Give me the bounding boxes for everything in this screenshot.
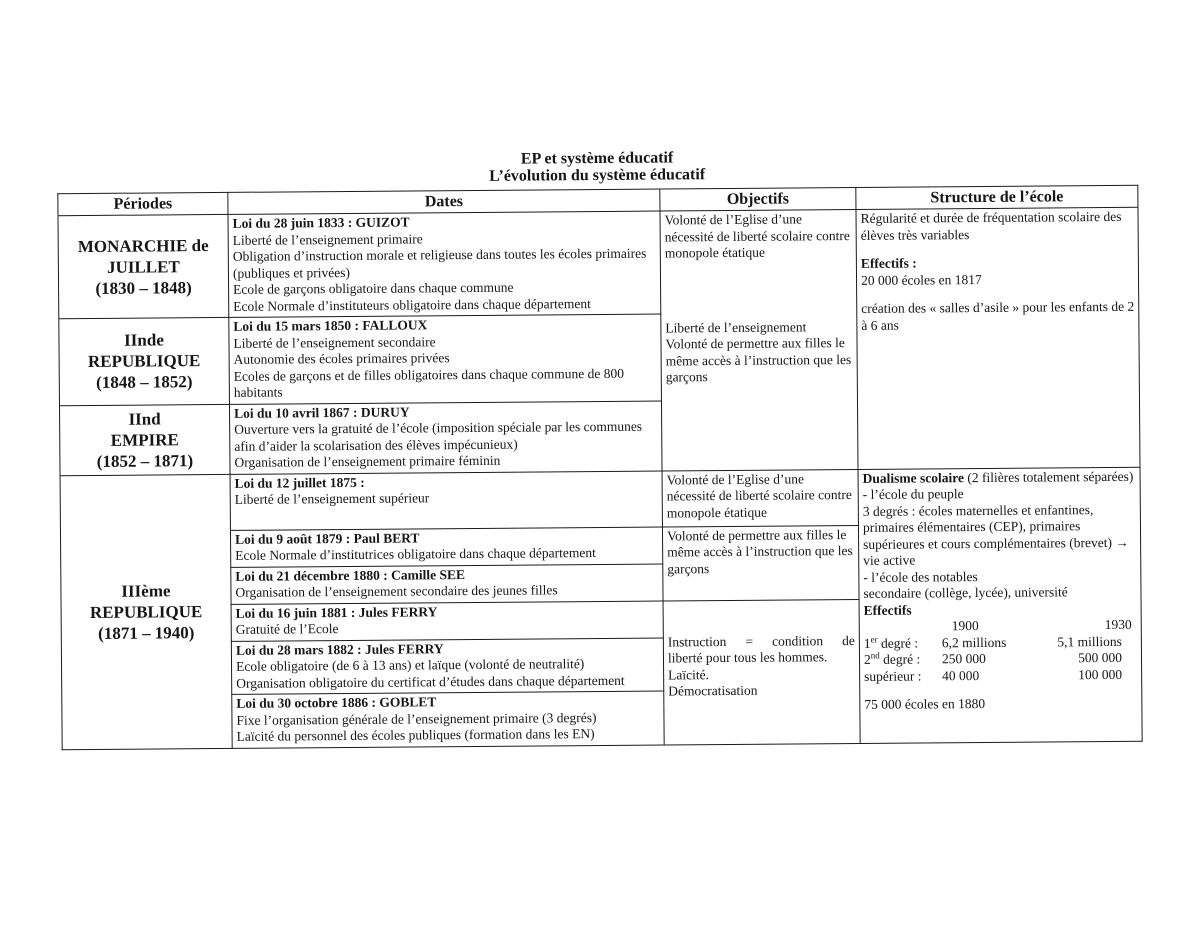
law-falloux: Loi du 15 mars 1850 : FALLOUX Liberté de l’enseignement secondaire Autonomie des écoles primaires privées Ecoles de garçons et de filles obligatoires dans chaque commune de 800 habitants xyxy=(229,314,662,404)
header-periods: Périodes xyxy=(58,192,228,215)
table-row xyxy=(58,207,1139,318)
law-guizot: Loi du 28 juin 1833 : GUIZOT Liberté de l’enseignement primaire Obligation d’instruction morale et religieuse dans toutes les écoles primaires (publiques et privées) Ecole de garçons obligatoire dans chaque commune Ecole Normale d’instituteurs obligatoire dans chaque département xyxy=(228,211,661,317)
law-duruy: Loi du 10 avril 1867 : DURUY Ouverture vers la gratuité de l’école (imposition spéciale par les communes afin d’aider la scolarisation des élèves impécunieux) Organisation de l’enseignement primaire féminin xyxy=(229,401,662,474)
law-title: Loi du 15 mars 1850 : FALLOUX xyxy=(233,317,428,334)
period-iinde-republique: IInde REPUBLIQUE (1848 – 1852) xyxy=(59,317,230,405)
law-ferry-1881: Loi du 16 juin 1881 : Jules FERRY Gratuité de l’Ecole xyxy=(231,600,663,640)
effectifs-row: supérieur : 40 000 100 000 xyxy=(864,666,1123,684)
law-title: Loi du 28 mars 1882 : Jules FERRY xyxy=(235,640,444,658)
law-title: Loi du 9 août 1879 : Paul BERT xyxy=(234,529,420,547)
effectifs-row: 2nd degré : 250 000 500 000 xyxy=(863,649,1123,667)
law-ferry-1882: Loi du 28 mars 1882 : Jules FERRY Ecole obligatoire (de 6 à 13 ans) et laïque (volonté de neutralité) Organisation obligatoire du certificat d’études dans chaque département xyxy=(231,637,663,694)
effectifs-years: 1900 1930 xyxy=(951,616,1132,634)
law-paul-bert: Loi du 9 août 1879 : Paul BERT Ecole Normale d’institutrices obligatoire dans chaque département xyxy=(230,526,662,566)
header-structure: Structure de l’école xyxy=(856,185,1138,209)
law-title: Loi du 12 juillet 1875 : xyxy=(234,474,365,491)
period-monarchie: MONARCHIE de JUILLET (1830 – 1848) xyxy=(58,214,229,318)
structure-block-1: Régularité et durée de fréquentation scolaire des élèves très variables Effectifs : 20 000 écoles en 1817 création des « salles d’asile » pour les enfants de 2 à 6 ans xyxy=(856,207,1140,469)
table-row xyxy=(60,467,1140,531)
evolution-table xyxy=(57,185,1142,750)
law-title: Loi du 30 octobre 1886 : GOBLET xyxy=(236,694,437,711)
document-subtitle: L’évolution du système éducatif xyxy=(489,166,706,185)
period-iind-empire: IInd EMPIRE (1852 – 1871) xyxy=(59,404,230,475)
document-sheet xyxy=(57,146,1142,750)
law-title: Loi du 16 juin 1881 : Jules FERRY xyxy=(235,603,438,621)
document-titles xyxy=(57,146,1137,188)
law-1875: Loi du 12 juillet 1875 : Liberté de l’enseignement supérieur xyxy=(230,470,662,529)
objectifs-block-3: Volonté de permettre aux filles le même accès à l’instruction que les garçons xyxy=(662,525,859,601)
header-objectifs: Objectifs xyxy=(660,187,856,211)
law-goblet: Loi du 30 octobre 1886 : GOBLET Fixe l’organisation générale de l’enseignement primaire (3 degrés) Laïcité du personnel des écoles publiques (formation dans les EN) xyxy=(232,691,664,748)
header-dates: Dates xyxy=(228,189,660,214)
objectifs-block-2: Volonté de l’Eglise d’une nécessité de liberté scolaire contre monopole étatique xyxy=(662,469,858,527)
law-title: Loi du 10 avril 1867 : DURUY xyxy=(233,403,410,421)
objectifs-block-4: Instruction = condition de liberté pour tous les hommes. Laïcité. Démocratisation xyxy=(663,599,860,745)
law-camille-see: Loi du 21 décembre 1880 : Camille SEE Organisation de l’enseignement secondaire des jeunes filles xyxy=(231,563,663,603)
law-title: Loi du 28 juin 1833 : GUIZOT xyxy=(232,214,410,231)
law-title: Loi du 21 décembre 1880 : Camille SEE xyxy=(235,566,466,584)
period-iiieme-republique: IIIème REPUBLIQUE (1871 – 1940) xyxy=(60,474,232,749)
effectifs-row: 1er degré : 6,2 millions 5,1 millions xyxy=(863,633,1122,651)
objectifs-block-1: Volonté de l’Eglise d’une nécessité de liberté scolaire contre monopole étatique Liberté de l’enseignement Volonté de permettre aux filles le même accès à l’instruction que les garçons xyxy=(660,209,858,470)
structure-block-2: Dualisme scolaire (2 filières totalement séparées) - l’école du peuple 3 degrés : écoles maternelles et enfantines, primaires élémentaires (CEP), primaires supérieures et cours complémentaires (brevet) → vie active - l’école des notables secondaire (collège, lycée), université Effectifs 1900 1930 1er degré : 6,2 millions 5,1 millions 2nd degré : 250 000 500 000 supérieur : 40 000 100 000 75 000 écoles en 1880 xyxy=(858,467,1142,743)
document-title: EP et système éducatif xyxy=(520,149,674,168)
